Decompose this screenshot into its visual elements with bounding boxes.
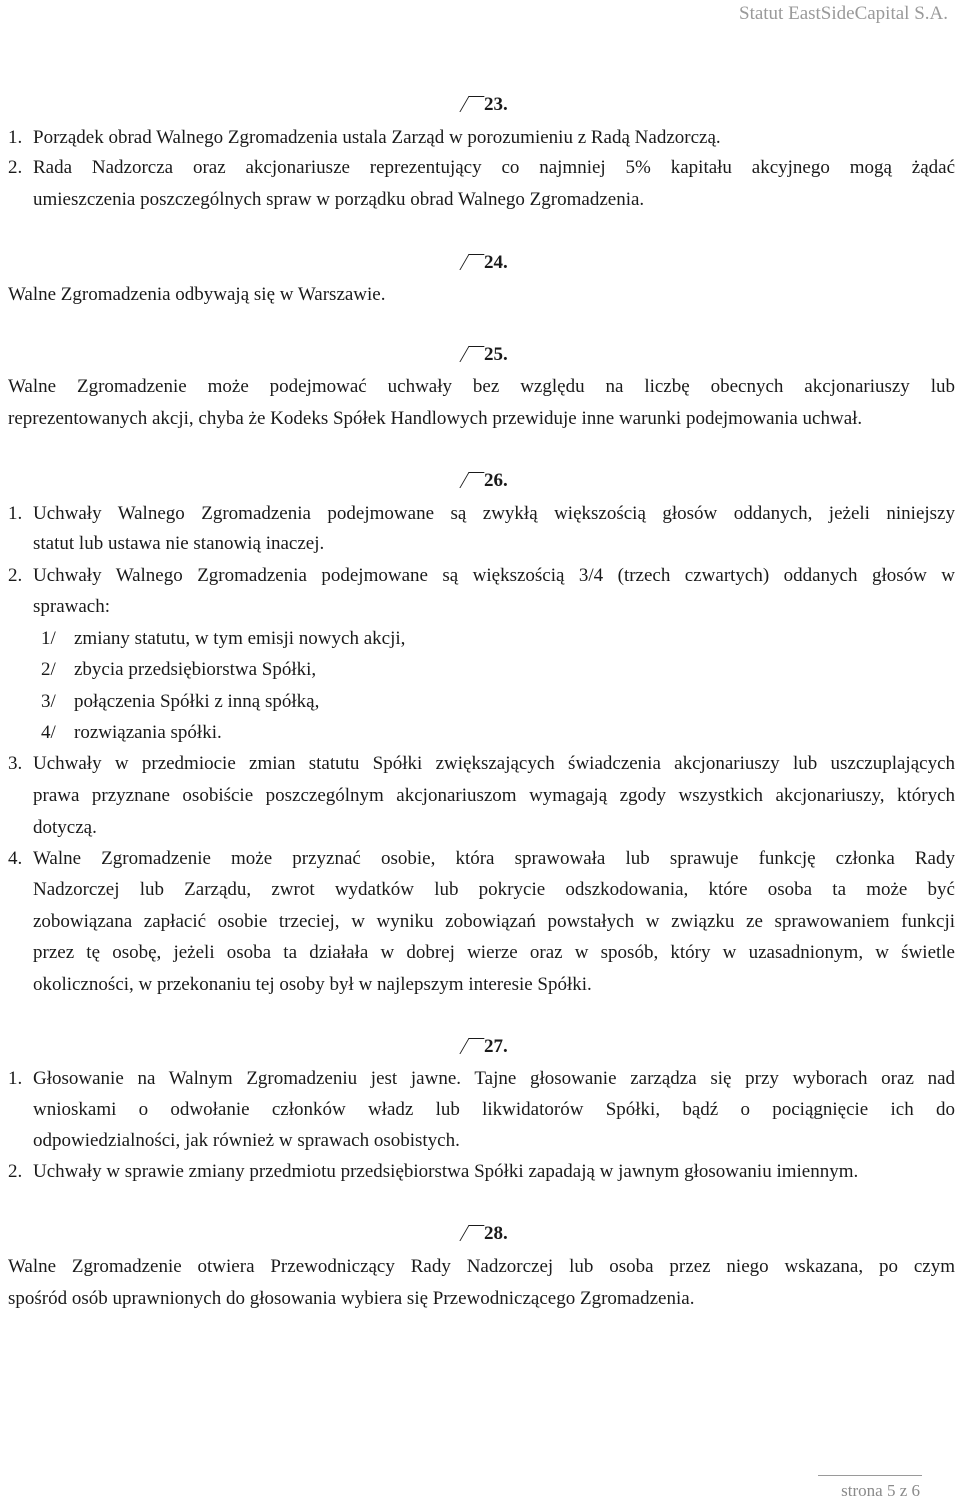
list-number: 2.: [8, 565, 23, 586]
paragraph-line: Uchwały Walnego Zgromadzenia podejmowane są większością 3/4 (trzech czwartych) oddanych głosów w: [33, 565, 955, 586]
document-header: Statut EastSideCapital S.A.: [739, 3, 948, 24]
paragraph-line: przez tę osobę, jeżeli osoba ta działała w dobrej wierze oraz w sposób, który w uzasadnionym, w świetle: [33, 942, 955, 963]
paragraph-line: Uchwały Walnego Zgromadzenia podejmowane są zwykłą większością głosów oddanych, jeżeli niniejszy: [33, 503, 955, 524]
paragraph-line: umieszczenia poszczególnych spraw w porządku obrad Walnego Zgromadzenia.: [33, 189, 645, 210]
paragraph-line: wnioskami o odwołanie członków władz lub likwidatorów Spółki, bądź o pociągnięcie ich do: [33, 1099, 955, 1120]
list-item: połączenia Spółki z inną spółką,: [74, 691, 320, 712]
paragraph-line: sprawach:: [33, 596, 111, 617]
paragraph-line: reprezentowanych akcji, chyba że Kodeks Spółek Handlowych przewiduje inne warunki podejmowania uchwał.: [8, 408, 863, 429]
list-item: zbycia przedsiębiorstwa Spółki,: [74, 659, 317, 680]
paragraph-line: Rada Nadzorcza oraz akcjonariusze reprezentujący co najmniej 5% kapitału akcyjnego mogą żądać: [33, 157, 955, 178]
section-27-heading: 27.: [484, 1036, 508, 1057]
paragraph-line: Walne Zgromadzenie może podejmować uchwały bez względu na liczbę obecnych akcjonariuszy lub: [8, 376, 955, 397]
list-number: 2/: [41, 659, 56, 680]
section-23-heading: 23.: [484, 94, 508, 115]
list-number: 1.: [8, 1068, 23, 1089]
paragraph-line: Porządek obrad Walnego Zgromadzenia ustala Zarząd w porozumieniu z Radą Nadzorczą.: [33, 127, 721, 148]
list-number: 1/: [41, 628, 56, 649]
paragraph-line: statut lub ustawa nie stanowią inaczej.: [33, 533, 325, 554]
paragraph-line: Uchwały w sprawie zmiany przedmiotu przedsiębiorstwa Spółki zapadają w jawnym głosowaniu imiennym.: [33, 1161, 859, 1182]
section-24-heading: 24.: [484, 252, 508, 273]
paragraph-line: okoliczności, w przekonaniu tej osoby był w najlepszym interesie Spółki.: [33, 974, 592, 995]
paragraph-line: prawa przyznane osobiście poszczególnym akcjonariuszom wymagają zgody wszystkich akcjonariuszy, których: [33, 785, 955, 806]
page-number: strona 5 z 6: [841, 1481, 920, 1500]
list-number: 4/: [41, 722, 56, 743]
section-26-heading: 26.: [484, 470, 508, 491]
paragraph-line: zobowiązana zapłacić osobie trzeciej, w wyniku zobowiązań powstałych w związku ze sprawowaniem funkcji: [33, 911, 955, 932]
paragraph-line: spośród osób uprawnionych do głosowania wybiera się Przewodniczącego Zgromadzenia.: [8, 1288, 695, 1309]
paragraph-line: Walne Zgromadzenia odbywają się w Warszawie.: [8, 284, 386, 305]
list-number: 3.: [8, 753, 23, 774]
list-item: rozwiązania spółki.: [74, 722, 222, 743]
list-number: 2.: [8, 157, 23, 178]
paragraph-line: Walne Zgromadzenie może przyznać osobie, która sprawowała lub sprawuje funkcję członka Rady: [33, 848, 955, 869]
paragraph-line: Nadzorczej lub Zarządu, zwrot wydatków lub pokrycie odszkodowania, które osoba ta może być: [33, 879, 955, 900]
paragraph-line: odpowiedzialności, jak również w sprawach osobistych.: [33, 1130, 460, 1151]
list-number: 1.: [8, 503, 23, 524]
list-number: 2.: [8, 1161, 23, 1182]
paragraph-line: dotyczą.: [33, 817, 97, 838]
paragraph-line: Walne Zgromadzenie otwiera Przewodniczący Rady Nadzorczej lub osoba przez niego wskazana, po czym: [8, 1256, 955, 1277]
list-number: 3/: [41, 691, 56, 712]
footer-divider: [818, 1475, 922, 1476]
list-number: 1.: [8, 127, 23, 148]
list-item: zmiany statutu, w tym emisji nowych akcji,: [74, 628, 406, 649]
section-28-heading: 28.: [484, 1223, 508, 1244]
paragraph-line: Głosowanie na Walnym Zgromadzeniu jest jawne. Tajne głosowanie zarządza się przy wyborach oraz nad: [33, 1068, 955, 1089]
paragraph-line: Uchwały w przedmiocie zmian statutu Spółki zwiększających świadczenia akcjonariuszy lub uszczuplających: [33, 753, 955, 774]
section-25-heading: 25.: [484, 344, 508, 365]
list-number: 4.: [8, 848, 23, 869]
